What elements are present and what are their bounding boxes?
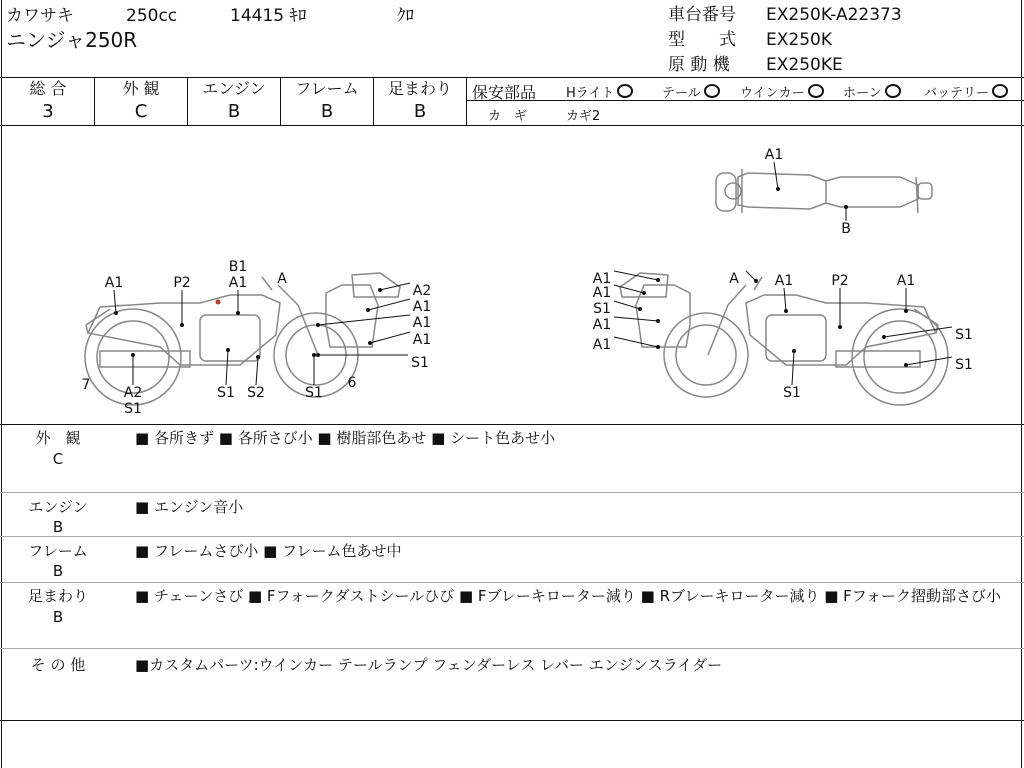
damage-point (882, 335, 886, 339)
section-grade-frame: B (52, 562, 64, 580)
section-text-suspension: ■ チェーンさび ■ Fフォークダストシールひび ■ Fブレーキローター減り ■ Rブレーキローター減り ■ Fフォーク摺動部さび小 (135, 587, 1002, 605)
safety-item-label: バッテリー (924, 86, 990, 101)
safety-item-label: テール (662, 86, 701, 101)
grade-header-engine: エンジン (202, 79, 266, 98)
damage-label: A1 (592, 271, 612, 287)
section-label-other: そ の 他 (30, 656, 86, 674)
safety-item-tail (662, 82, 720, 101)
grade-exterior: C (134, 101, 148, 122)
damage-point (236, 311, 240, 315)
damage-label: B (841, 221, 851, 237)
section-label-exterior: 外 観 (35, 429, 81, 447)
section-grade-engine: B (52, 518, 64, 536)
section-label-frame: フレーム (28, 542, 88, 560)
damage-point (366, 308, 370, 312)
label-group-right (593, 271, 973, 401)
damage-label: S1 (593, 301, 611, 317)
ok-circle-icon (885, 84, 901, 98)
safety-item-headlight (566, 82, 633, 101)
damage-label: 7 (81, 377, 91, 393)
safety-item-label: ウインカー (740, 86, 805, 101)
leader-line (114, 290, 116, 313)
damage-point (316, 323, 320, 327)
damage-label: B1 (228, 259, 248, 275)
ok-circle-icon (704, 84, 720, 98)
frame-number-label: 車台番号 (668, 5, 736, 25)
section-label-suspension: 足まわり (27, 587, 88, 605)
damage-point (638, 307, 642, 311)
damage-point (754, 279, 758, 283)
damage-label: A (277, 271, 287, 287)
damage-label: A1 (228, 275, 248, 291)
section-text-engine: ■ エンジン音小 (135, 498, 244, 516)
damage-label: A1 (764, 147, 784, 163)
section-text-frame: ■ フレームさび小 ■ フレーム色あせ中 (135, 542, 402, 560)
leader-line (774, 162, 778, 189)
leader-line (746, 271, 756, 281)
engine-type-label: 原 動 機 (668, 55, 730, 75)
damage-label: S1 (124, 401, 142, 417)
leader-line (226, 350, 228, 385)
damage-label: A2 (412, 283, 432, 299)
leader-line (784, 288, 786, 311)
grade-frame: B (320, 101, 334, 122)
damage-label: A1 (412, 315, 432, 331)
damage-point (776, 187, 780, 191)
leader-line (614, 337, 658, 347)
safety-item-battery (924, 82, 1008, 101)
safety-item-label: ホーン (843, 86, 882, 101)
safety-item-label: Hライト (566, 86, 615, 101)
leader-line (370, 332, 410, 343)
damage-label: A (729, 271, 739, 287)
divider (0, 536, 1024, 537)
leader-line (906, 357, 952, 365)
damage-point (904, 363, 908, 367)
key-value: カギ2 (566, 109, 601, 124)
section-text-exterior: ■ 各所きず ■ 各所さび小 ■ 樹脂部色あせ ■ シート色あせ小 (135, 429, 556, 447)
frame-number-value: EX250K-A22373 (766, 5, 902, 25)
section-grade-exterior: C (52, 450, 64, 468)
damage-point (792, 349, 796, 353)
type-label: 型 式 (668, 30, 736, 50)
leader-line (614, 271, 658, 280)
damage-point (316, 353, 320, 357)
damage-point (256, 355, 260, 359)
model-name: ニンジャ250R (6, 28, 138, 52)
damage-label: S1 (783, 385, 801, 401)
color: ｸﾛ (397, 6, 414, 26)
ok-circle-icon (808, 84, 824, 98)
damage-point (226, 348, 230, 352)
damage-point (642, 291, 646, 295)
label-group-top (765, 147, 851, 237)
grade-header-suspension: 足まわり (387, 79, 452, 98)
damage-point (378, 288, 382, 292)
leader-line (614, 317, 658, 321)
divider (0, 648, 1024, 649)
damage-label: S1 (217, 385, 235, 401)
damage-point (844, 205, 848, 209)
damage-label: A1 (592, 317, 612, 333)
damage-label: A1 (412, 332, 432, 348)
grade-header-exterior: 外 観 (122, 79, 160, 98)
damage-label: S1 (305, 385, 323, 401)
key-label: カ ギ (488, 109, 528, 124)
damage-label: P2 (173, 275, 191, 291)
damage-label: S1 (955, 327, 973, 343)
damage-marker (216, 300, 221, 305)
grade-header-overall: 総 合 (29, 79, 67, 98)
grade-header-frame: フレーム (295, 79, 359, 98)
damage-point (904, 309, 908, 313)
section-grade-suspension: B (52, 608, 64, 626)
label-group-left (82, 259, 432, 417)
damage-diagram (0, 125, 1024, 425)
section-label-engine: エンジン (28, 498, 88, 516)
damage-label: A1 (896, 273, 916, 289)
damage-label: A1 (104, 275, 124, 291)
ok-circle-icon (992, 84, 1008, 98)
damage-point (656, 319, 660, 323)
divider (0, 492, 1024, 493)
safety-parts-label: 保安部品 (472, 83, 537, 102)
bike-top-view (716, 169, 932, 213)
leader-line (368, 299, 410, 310)
divider (0, 582, 1024, 583)
damage-point (368, 341, 372, 345)
leader-line (792, 351, 794, 385)
damage-point (838, 325, 842, 329)
safety-item-horn (843, 82, 901, 101)
damage-point (114, 311, 118, 315)
damage-label: P2 (831, 273, 849, 289)
mileage: 14415 ｷﾛ (230, 6, 307, 26)
damage-label: S1 (411, 355, 429, 371)
damage-label: S2 (247, 385, 265, 401)
damage-label: A2 (123, 385, 143, 401)
leader-line (614, 285, 644, 293)
damage-label: A1 (412, 299, 432, 315)
damage-point (656, 278, 660, 282)
maker: カワサキ (6, 6, 74, 26)
grade-suspension: B (413, 101, 427, 122)
damage-point (784, 309, 788, 313)
divider (0, 720, 1024, 721)
displacement: 250cc (126, 6, 178, 26)
damage-point (180, 323, 184, 327)
engine-type-value: EX250KE (766, 55, 843, 75)
grade-engine: B (227, 101, 241, 122)
divider (0, 77, 1024, 78)
damage-label: A1 (592, 337, 612, 353)
damage-point (131, 353, 135, 357)
safety-item-winker (740, 82, 824, 101)
damage-point (312, 353, 316, 357)
damage-label: A1 (592, 285, 612, 301)
damage-label: A1 (774, 273, 794, 289)
ok-circle-icon (617, 84, 633, 98)
divider (466, 77, 467, 125)
section-text-other: ■カスタムパーツ:ウインカー テールランプ フェンダーレス レバー エンジンスライダー (135, 656, 723, 674)
damage-point (656, 345, 660, 349)
type-value: EX250K (766, 30, 832, 50)
damage-label: 6 (347, 375, 357, 391)
grade-overall: 3 (42, 101, 54, 122)
damage-label: S1 (955, 357, 973, 373)
